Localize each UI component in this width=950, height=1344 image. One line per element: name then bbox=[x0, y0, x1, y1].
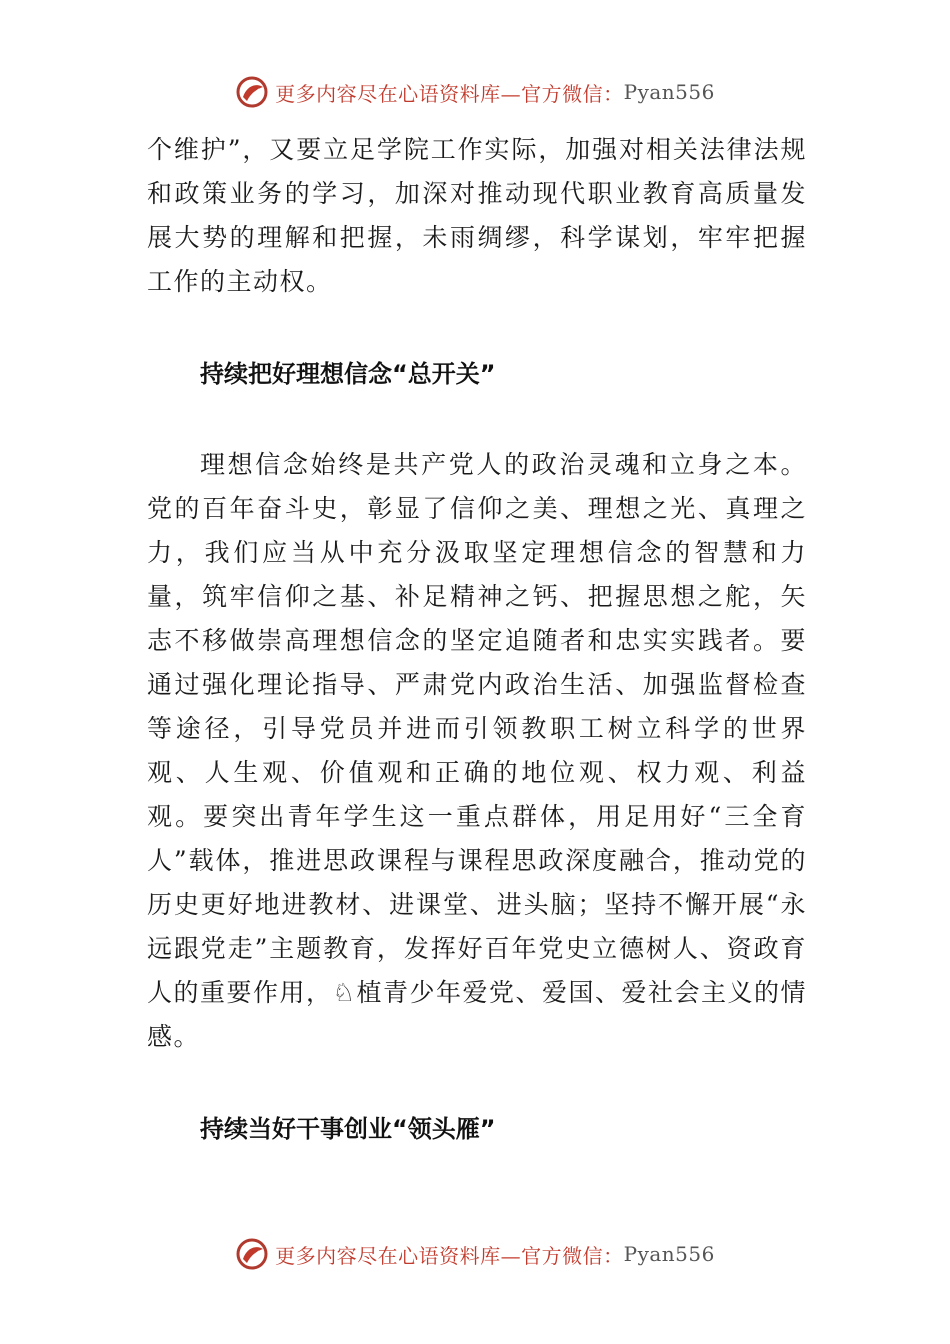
section-heading-ideals: 持续把好理想信念“总开关” bbox=[200, 360, 496, 388]
watermark-wechat-id: Pyan556 bbox=[623, 1242, 715, 1266]
paragraph-continued: 个维护”，又要立足学院工作实际，加强对相关法律法规和政策业务的学习，加深对推动现代职业教育高质量发展大势的理解和把握，未雨绸缪，科学谋划，牢牢把握工作的主动权。 bbox=[147, 135, 807, 296]
logo-icon bbox=[235, 75, 269, 109]
watermark-text: 更多内容尽在心语资料库—官方微信： bbox=[275, 1243, 624, 1268]
section-heading-leadership: 持续当好干事创业“领头雁” bbox=[200, 1115, 496, 1143]
watermark-text: 更多内容尽在心语资料库—官方微信： bbox=[275, 81, 624, 106]
header-watermark bbox=[0, 72, 950, 112]
paragraph-ideals: 理想信念始终是共产党人的政治灵魂和立身之本。党的百年奋斗史，彰显了信仰之美、理想之光、真理之力，我们应当从中充分汲取坚定理想信念的智慧和力量，筑牢信仰之基、补足精神之钙、把握思想之舵，矢志不移做崇高理想信念的坚定追随者和忠实实践者。要通过强化理论指导、严肃党内政治生活、加强监督检查等途径，引导党员并进而引领教职工树立科学的世界观、人生观、价值观和正确的地位观、权力观、利益观。要突出青年学生这一重点群体，用足用好“三全育人”载体，推进思政课程与课程思政深度融合，推动党的历史更好地进教材、进课堂、进头脑；坚持不懈开展“永远跟党走”主题教育，发挥好百年党史立德树人、资政育人的重要作用，♘植青少年爱党、爱国、爱社会主义的情感。 bbox=[147, 450, 807, 1051]
document-body bbox=[147, 128, 807, 1151]
watermark-wechat-id: Pyan556 bbox=[623, 80, 715, 104]
logo-icon bbox=[235, 1237, 269, 1271]
footer-watermark bbox=[0, 1234, 950, 1274]
